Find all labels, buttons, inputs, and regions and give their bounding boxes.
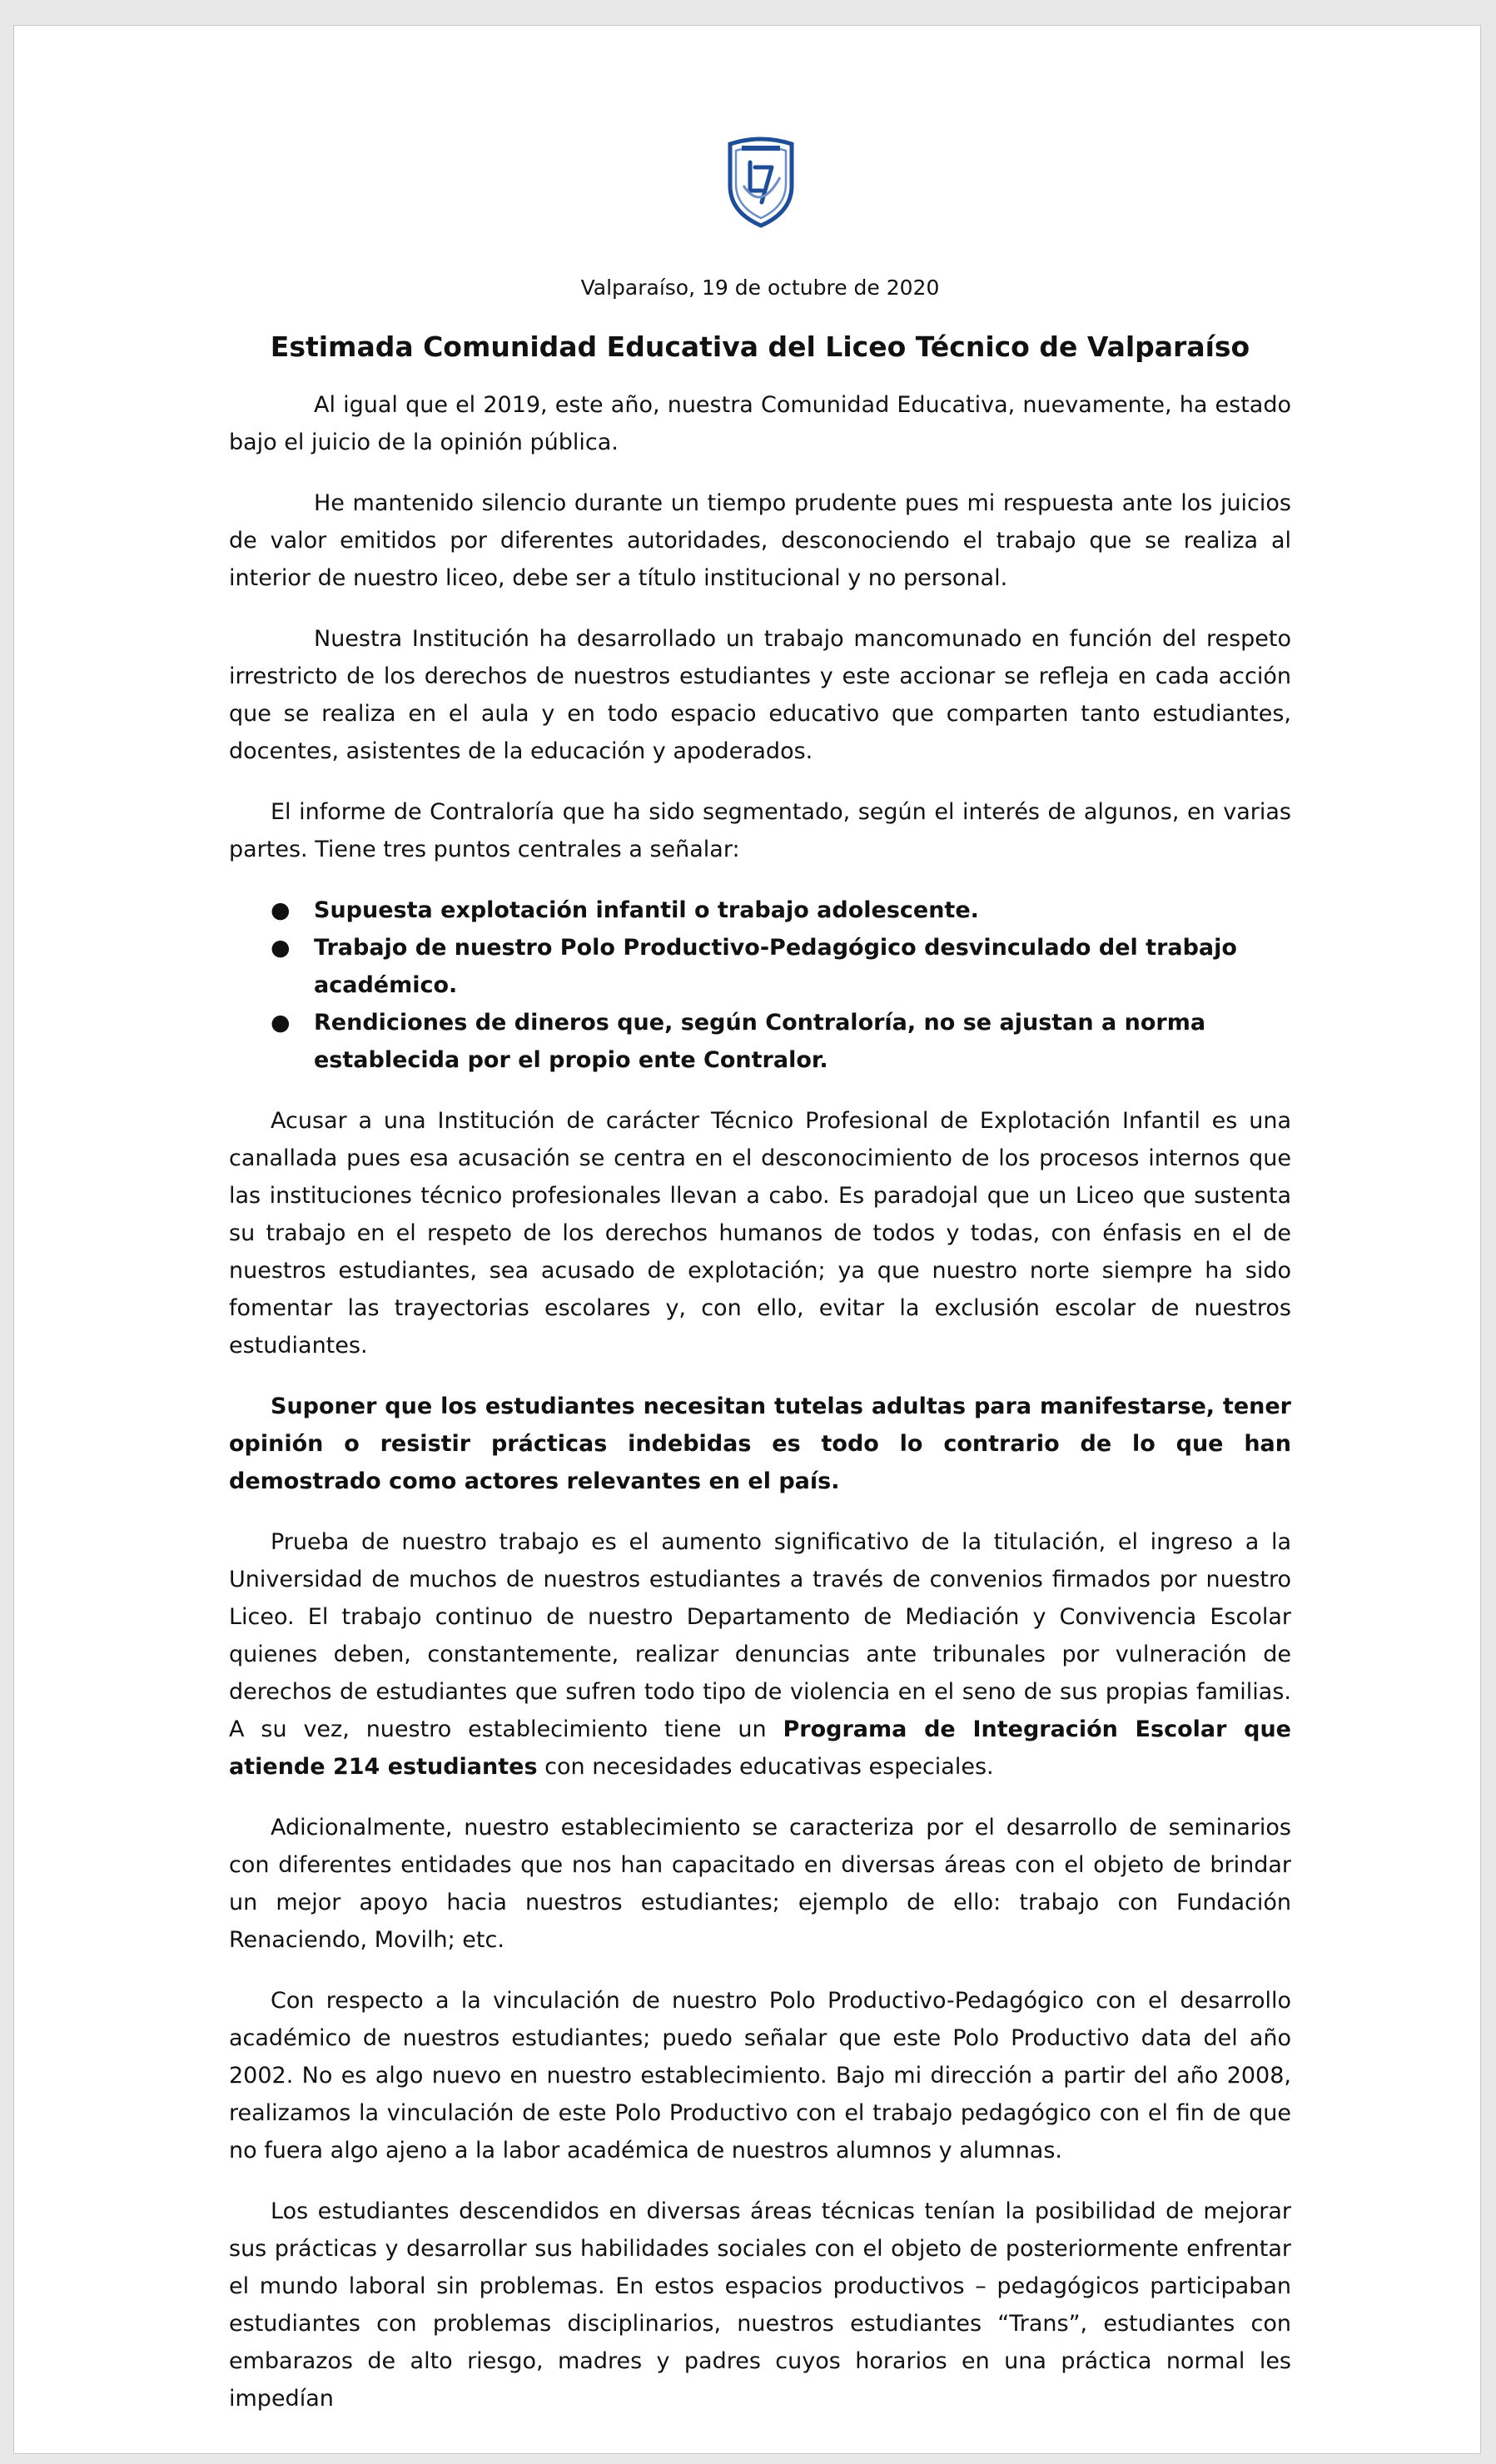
point-text: Rendiciones de dineros que, según Contraloría, no se ajustan a norma establecida por el propio ente Contralor. [314,1010,1206,1073]
point-text: Supuesta explotación infantil o trabajo adolescente. [314,897,979,923]
paragraph-10: Los estudiantes descendidos en diversas áreas técnicas tenían la posibilidad de mejorar sus prácticas y desarrollar sus habilidades sociales con el objeto de posteriormente enfrentar el mundo laboral sin problemas. En estos espacios productivos – pedagógicos participaban estudiantes con problemas disciplinarios, nuestros estudiantes “Trans”, estudiantes con embarazos de alto riesgo, madres y padres cuyos horarios en una práctica normal les impedían [229,2198,1291,2412]
list-item [229,1004,1291,1079]
point-text: Trabajo de nuestro Polo Productivo-Pedagógico desvinculado del trabajo académico. [314,935,1237,998]
paragraph-1: Al igual que el 2019, este año, nuestra Comunidad Educativa, nuevamente, ha estado bajo el juicio de la opinión pública. [229,392,1291,455]
bullet-icon: ● [271,935,291,961]
central-points-list [229,892,1291,1079]
letter-title: Estimada Comunidad Educativa del Liceo Técnico de Valparaíso [270,330,1250,363]
paragraph-2: He mantenido silencio durante un tiempo prudente pues mi respuesta ante los juicios de valor emitidos por diferentes autoridades, desconociendo el trabajo que se realiza al interior de nuestro liceo, debe ser a título institucional y no personal. [229,490,1291,591]
paragraph-5: Acusar a una Institución de carácter Técnico Profesional de Explotación Infantil es una canallada pues esa acusación se centra en el desconocimiento de los procesos internos que las instituciones técnico profesionales llevan a cabo. Es paradojal que un Liceo que sustenta su trabajo en el respeto de los derechos humanos de todos y todas, con énfasis en el de nuestros estudiantes, sea acusado de explotación; ya que nuestro norte siempre ha sido fomentar las trayectorias escolares y, con ello, evitar la exclusión escolar de nuestros estudiantes. [229,1108,1291,1359]
letter-date: Valparaíso, 19 de octubre de 2020 [580,276,940,300]
list-item [229,929,1291,1004]
paragraph-7-text: Prueba de nuestro trabajo es el aumento significativo de la titulación, el ingreso a la Universidad de muchos de nuestros estudiantes a través de convenios firmados por nuestro Liceo. El trabajo continuo de nuestro Departamento de Mediación y Convivencia Escolar quienes deben, constantemente, realizar denuncias ante tribunales por vulneración de derechos de estudiantes que sufren todo tipo de violencia en el seno de sus propias familias. A su vez, nuestro establecimiento tiene un [229,1529,1291,1742]
document-page [13,25,1481,2454]
paragraph-3: Nuestra Institución ha desarrollado un trabajo mancomunado en función del respeto irrestricto de los derechos de nuestros estudiantes y este accionar se refleja en cada acción que se realiza en el aula y en todo espacio educativo que comparten tanto estudiantes, docentes, asistentes de la educación y apoderados. [229,626,1291,764]
bullet-icon: ● [271,897,291,923]
bullet-icon: ● [271,1010,291,1036]
paragraph-6: Suponer que los estudiantes necesitan tutelas adultas para manifestarse, tener opinión o resistir prácticas indebidas es todo lo contrario de lo que han demostrado como actores relevantes en el país. [229,1393,1291,1494]
paragraph-7-end: con necesidades educativas especiales. [537,1754,994,1780]
paragraph-9: Con respecto a la vinculación de nuestro Polo Productivo-Pedagógico con el desarrollo académico de nuestros estudiantes; puedo señalar que este Polo Productivo data del año 2002. No es algo nuevo en nuestro establecimiento. Bajo mi dirección a partir del año 2008, realizamos la vinculación de este Polo Productivo con el trabajo pedagógico con el fin de que no fuera algo ajeno a la labor académica de nuestros alumnos y alumnas. [229,1988,1291,2163]
list-item [229,892,1291,929]
school-shield-logo [723,136,798,229]
letter-body [229,269,1291,2441]
paragraph-4: El informe de Contraloría que ha sido segmentado, según el interés de algunos, en varias partes. Tiene tres puntos centrales a señalar: [229,799,1291,862]
paragraph-7-highlight: Programa de Integración Escolar que atiende 214 estudiantes [229,1716,1291,1780]
paragraph-8: Adicionalmente, nuestro establecimiento se caracteriza por el desarrollo de seminarios con diferentes entidades que nos han capacitado en diversas áreas con el objeto de brindar un mejor apoyo hacia nuestros estudiantes; ejemplo de ello: trabajo con Fundación Renaciendo, Movilh; etc. [229,1815,1291,1953]
paragraph-7 [229,1523,1291,1786]
